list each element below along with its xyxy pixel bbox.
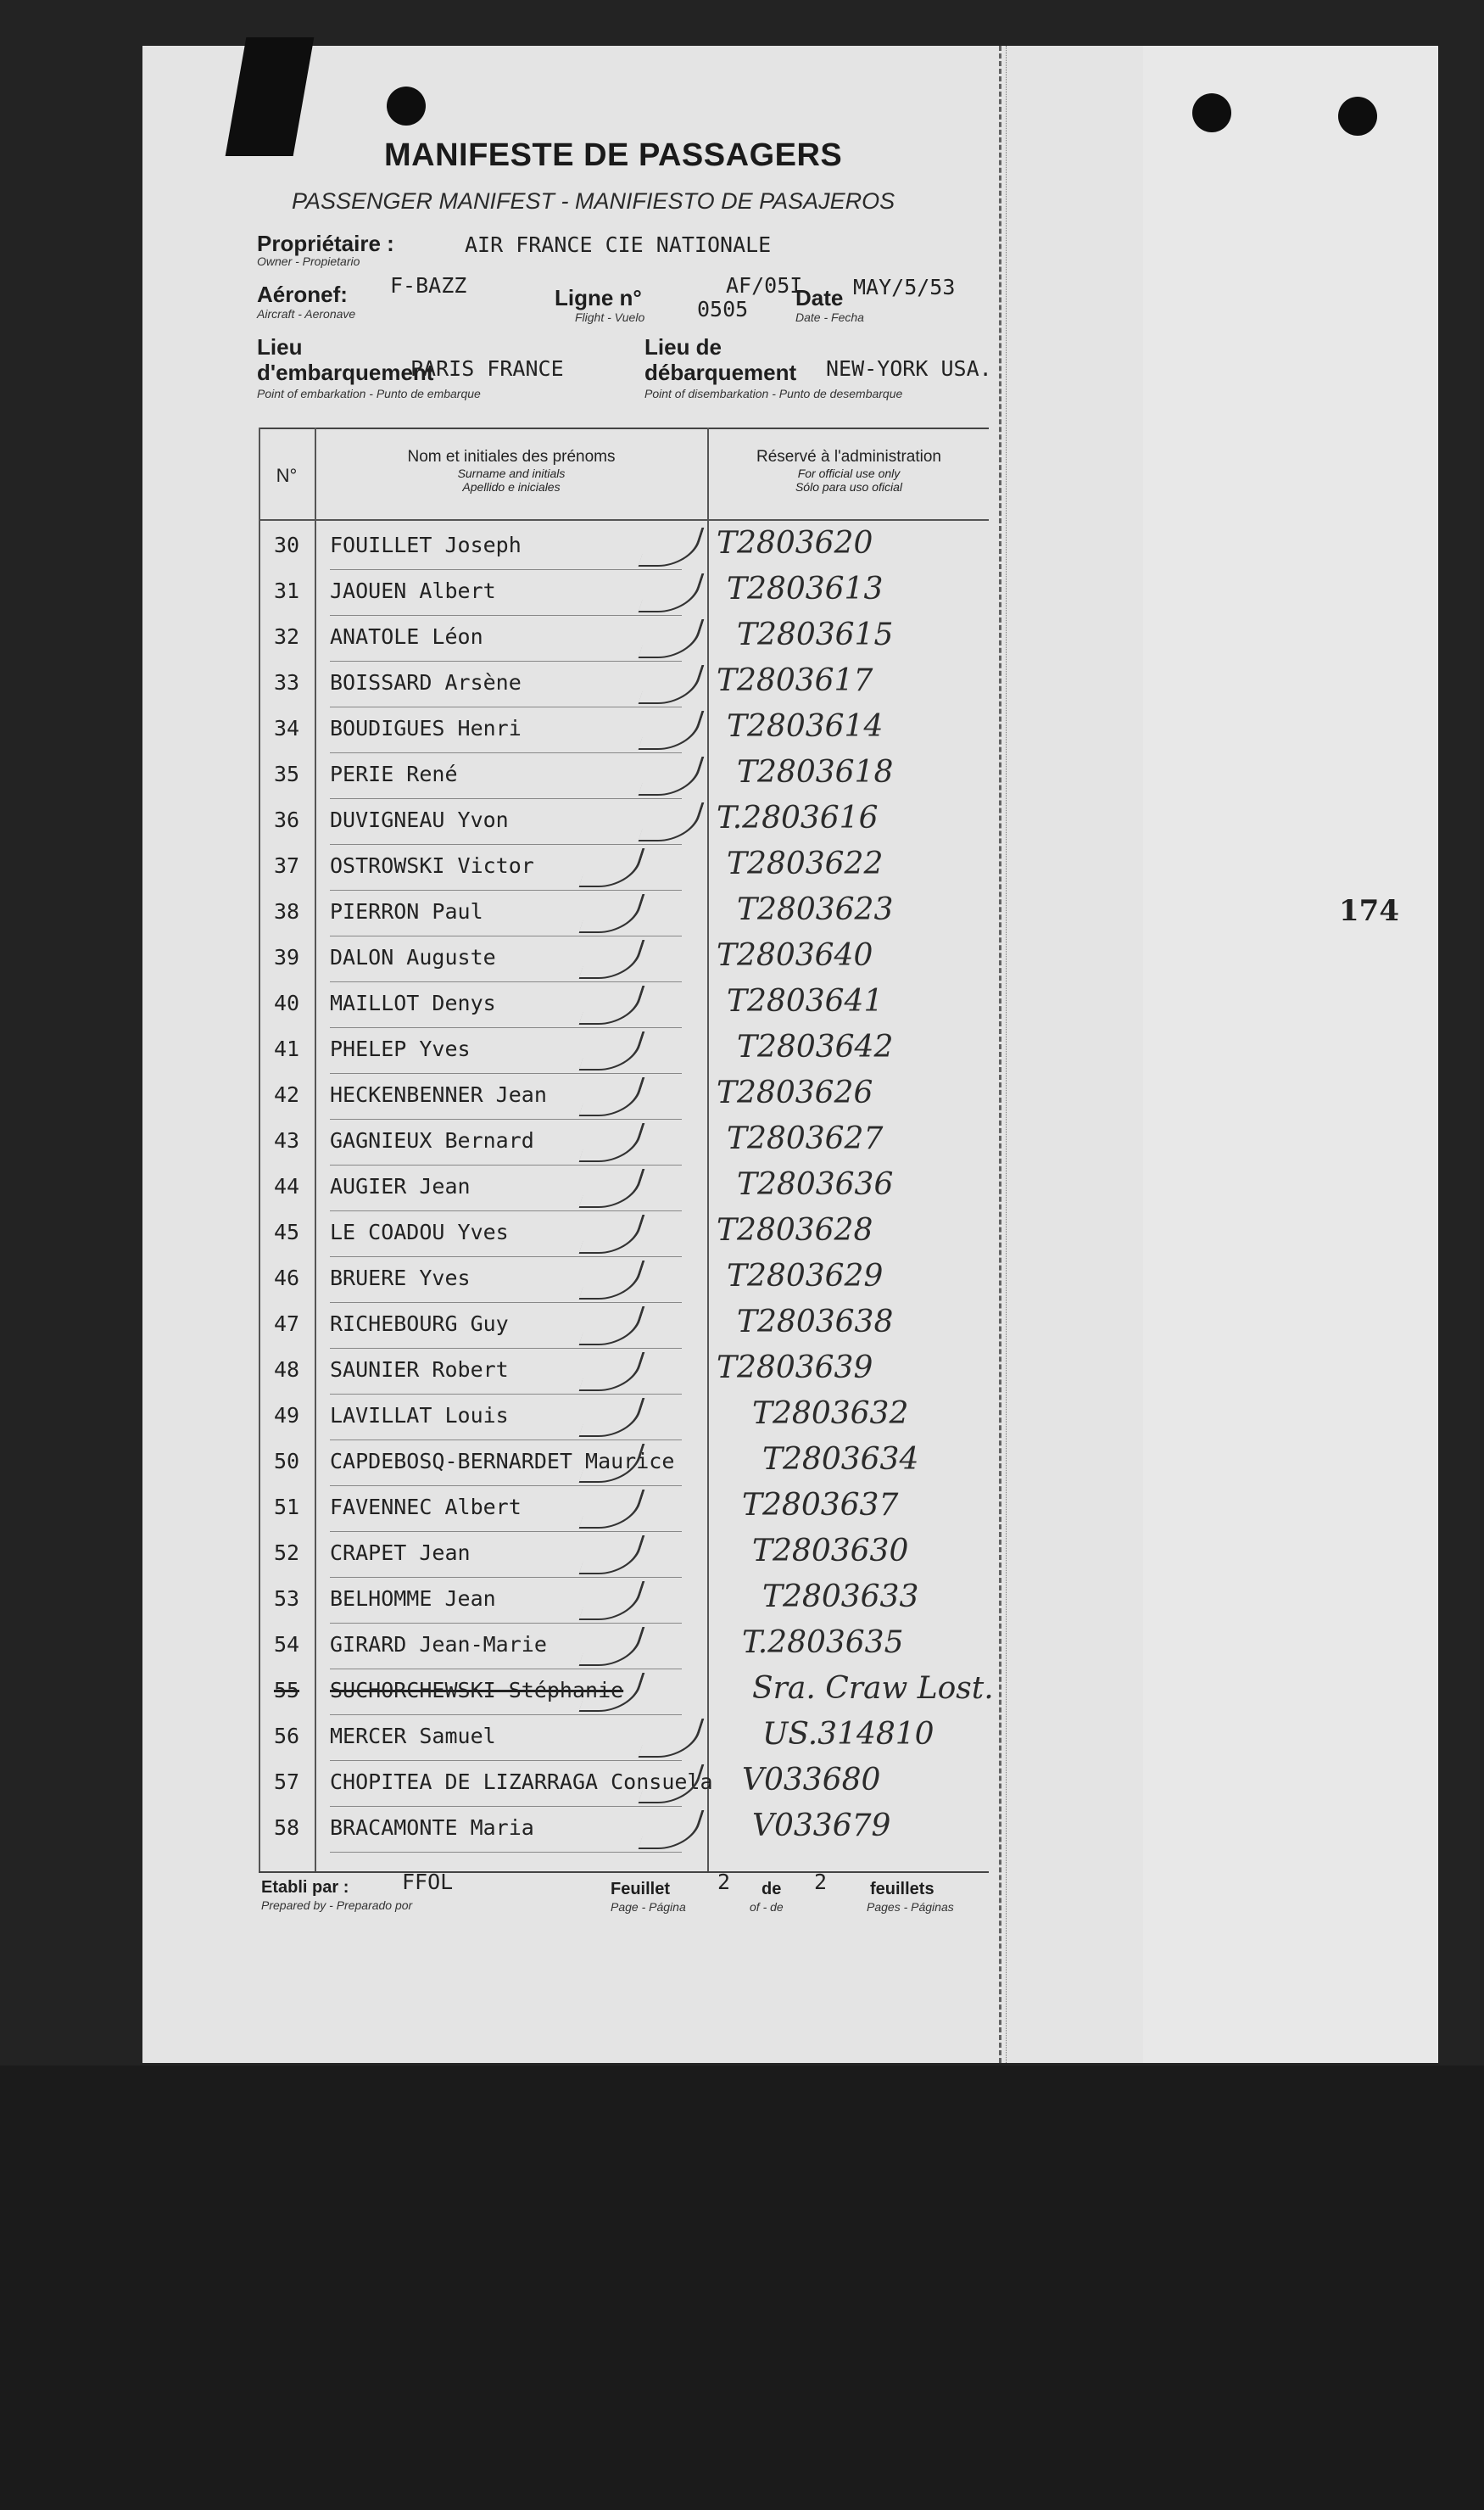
ticket-number: US.314810	[762, 1717, 934, 1752]
table-row	[259, 982, 989, 1028]
punch-hole-center	[1192, 93, 1231, 132]
check-mark	[579, 1169, 645, 1208]
col-header-admin-en: For official use only	[797, 467, 901, 480]
table-row	[259, 1807, 989, 1853]
passenger-name: DUVIGNEAU Yvon	[330, 808, 509, 832]
check-mark	[639, 1719, 705, 1758]
row-number: 41	[273, 1037, 300, 1061]
row-number: 39	[273, 945, 300, 970]
aircraft-value: F-BAZZ	[390, 273, 467, 298]
col-header-name-en: Surname and initials	[457, 467, 566, 480]
table-row	[259, 1074, 989, 1120]
table-row	[259, 1624, 989, 1669]
check-mark	[639, 619, 705, 658]
fold-line	[999, 46, 1001, 2063]
passenger-name: MAILLOT Denys	[330, 991, 496, 1015]
passenger-name: PHELEP Yves	[330, 1037, 471, 1061]
table-row	[259, 1257, 989, 1303]
row-number: 50	[273, 1449, 300, 1473]
check-mark	[639, 528, 705, 567]
col-header-name	[316, 448, 706, 494]
embarkation-label-2: d'embarquement	[257, 360, 434, 385]
check-mark	[579, 848, 645, 887]
disembarkation-label-2: débarquement	[644, 360, 797, 385]
row-number: 30	[273, 533, 300, 557]
row-number: 37	[273, 853, 300, 878]
row-number: 48	[273, 1357, 300, 1382]
row-number: 34	[273, 716, 300, 741]
check-mark	[579, 1123, 645, 1162]
check-mark	[579, 1031, 645, 1071]
passenger-name: BRACAMONTE Maria	[330, 1815, 534, 1840]
passenger-name: LE COADOU Yves	[330, 1220, 509, 1244]
passenger-name: CAPDEBOSQ-BERNARDET Maurice	[330, 1449, 675, 1473]
row-number: 56	[273, 1724, 300, 1748]
table-row	[259, 1669, 994, 1715]
row-number: 38	[273, 899, 300, 924]
table-row	[259, 524, 989, 570]
embarkation-sublabel: Point of embarkation - Punto de embarque	[257, 387, 481, 400]
row-number: 57	[273, 1769, 300, 1794]
check-mark	[579, 1398, 645, 1437]
ticket-number: T.2803635	[742, 1625, 904, 1660]
row-number: 47	[273, 1311, 300, 1336]
passenger-name: BOISSARD Arsène	[330, 670, 522, 695]
col-header-no: N°	[276, 465, 298, 486]
ticket-number: V033680	[742, 1763, 881, 1797]
table-row	[259, 1486, 989, 1532]
check-mark	[639, 1764, 705, 1803]
table-row	[259, 799, 989, 845]
passenger-name: RICHEBOURG Guy	[330, 1311, 509, 1336]
ticket-number: T2803640	[717, 938, 873, 973]
passenger-name: FOUILLET Joseph	[330, 533, 522, 557]
row-number: 44	[273, 1174, 300, 1199]
table-row	[259, 1120, 989, 1166]
row-number: 43	[273, 1128, 300, 1153]
ticket-number: T2803620	[717, 526, 873, 561]
flight-value: AF/05I	[726, 273, 803, 298]
col-header-admin-es: Sólo para uso oficial	[795, 480, 903, 494]
table-row	[259, 936, 989, 982]
owner-label: Propriétaire :	[257, 231, 394, 256]
passenger-name: ANATOLE Léon	[330, 624, 483, 649]
document-subtitle: PASSENGER MANIFEST - MANIFIESTO DE PASAJEROS	[292, 188, 895, 214]
table-row	[259, 891, 989, 936]
disembarkation-value: NEW-YORK USA.	[826, 356, 992, 381]
flight-sublabel: Flight - Vuelo	[575, 310, 645, 324]
table-row	[259, 1578, 989, 1624]
ticket-number: T2803626	[717, 1076, 873, 1110]
col-header-name-es: Apellido e iniciales	[462, 480, 561, 494]
ticket-number: T2803642	[737, 1030, 894, 1065]
ticket-number: T2803617	[717, 663, 873, 698]
passenger-name: CRAPET Jean	[330, 1540, 471, 1565]
passenger-name: JAOUEN Albert	[330, 579, 496, 603]
ticket-number: T2803634	[762, 1442, 919, 1477]
row-number: 45	[273, 1220, 300, 1244]
ticket-number: T2803627	[727, 1121, 884, 1156]
table-row	[259, 1349, 989, 1395]
check-mark	[579, 986, 645, 1025]
ticket-number: T2803622	[727, 847, 884, 881]
pages-label: feuillets	[870, 1880, 934, 1898]
flight-label: Ligne n°	[555, 285, 642, 310]
check-mark	[639, 757, 705, 796]
check-mark	[639, 665, 705, 704]
owner-value: AIR FRANCE CIE NATIONALE	[465, 232, 772, 257]
table-row	[259, 845, 989, 891]
ticket-number: T2803633	[762, 1579, 919, 1614]
table-row	[259, 1211, 989, 1257]
punch-hole-left	[387, 87, 426, 126]
ticket-number: T2803630	[752, 1534, 909, 1568]
date-sublabel: Date - Fecha	[795, 310, 864, 324]
passenger-name: SUCHORCHEWSKI Stéphanie	[330, 1678, 624, 1702]
page-label: Feuillet	[611, 1880, 671, 1898]
passenger-name: SAUNIER Robert	[330, 1357, 509, 1382]
passenger-name: PIERRON Paul	[330, 899, 483, 924]
ticket-number: T2803636	[737, 1167, 894, 1202]
aircraft-sublabel: Aircraft - Aeronave	[257, 307, 356, 321]
passenger-name: OSTROWSKI Victor	[330, 853, 534, 878]
of-value: 2	[814, 1870, 828, 1894]
prepared-value: FFOL	[402, 1870, 454, 1894]
passenger-name: PERIE René	[330, 762, 458, 786]
check-mark	[579, 1627, 645, 1666]
row-number: 49	[273, 1403, 300, 1428]
document-title: MANIFESTE DE PASSAGERS	[384, 137, 843, 173]
embarkation-value: PARIS FRANCE	[410, 356, 564, 381]
row-rule	[330, 1852, 682, 1853]
ticket-number: T2803623	[737, 892, 894, 927]
check-mark	[639, 802, 705, 841]
ticket-number: V033679	[752, 1808, 891, 1843]
row-number: 42	[273, 1082, 300, 1107]
row-number: 51	[273, 1495, 300, 1519]
punch-hole-right	[1338, 97, 1377, 136]
row-number: 52	[273, 1540, 300, 1565]
row-number: 53	[273, 1586, 300, 1611]
disembarkation-sublabel: Point of disembarkation - Punto de desembarque	[644, 387, 903, 400]
ticket-number: T2803614	[727, 709, 884, 744]
date-value: MAY/5/53	[853, 275, 956, 299]
row-number: 33	[273, 670, 300, 695]
table-row	[259, 1440, 989, 1486]
ticket-number: T2803615	[737, 618, 894, 652]
prepared-sublabel: Prepared by - Preparado por	[261, 1898, 413, 1912]
ticket-number: T.2803616	[717, 801, 879, 836]
flight-value-2: 0505	[697, 297, 749, 321]
check-mark	[579, 894, 645, 933]
footer-rule	[259, 1871, 989, 1873]
row-number: 58	[273, 1815, 300, 1840]
table-row	[259, 1303, 989, 1349]
table-row	[259, 1715, 989, 1761]
check-mark	[579, 1352, 645, 1391]
table-row	[259, 1166, 989, 1211]
check-mark	[579, 1673, 645, 1712]
passenger-name: AUGIER Jean	[330, 1174, 471, 1199]
table-row	[259, 616, 989, 662]
passenger-name: MERCER Samuel	[330, 1724, 496, 1748]
passenger-name: HECKENBENNER Jean	[330, 1082, 547, 1107]
right-margin	[1143, 46, 1438, 2063]
passenger-name: BELHOMME Jean	[330, 1586, 496, 1611]
check-mark	[579, 1581, 645, 1620]
pages-sublabel: Pages - Páginas	[867, 1900, 954, 1914]
manifest-sheet	[142, 46, 1438, 2063]
ticket-number: T2803618	[737, 755, 894, 790]
row-number: 35	[273, 762, 300, 786]
embarkation-label-1: Lieu	[257, 334, 303, 360]
table-row	[259, 1028, 989, 1074]
check-mark	[579, 1444, 645, 1483]
row-number: 46	[273, 1266, 300, 1290]
table-row	[259, 570, 989, 616]
prepared-label: Etabli par :	[261, 1878, 349, 1897]
ticket-number: T2803637	[742, 1488, 899, 1523]
ticket-number: T2803613	[727, 572, 884, 607]
ticket-number: T2803638	[737, 1305, 894, 1339]
of-label: de	[762, 1880, 782, 1898]
passenger-name: BOUDIGUES Henri	[330, 716, 522, 741]
check-mark	[579, 1261, 645, 1300]
row-number: 54	[273, 1632, 300, 1657]
check-mark	[639, 711, 705, 750]
row-number: 55	[273, 1678, 300, 1702]
aircraft-label: Aéronef:	[257, 282, 348, 307]
page-sublabel: Page - Página	[611, 1900, 686, 1914]
binding-tab	[226, 37, 315, 156]
passenger-name: BRUERE Yves	[330, 1266, 471, 1290]
ticket-number: T2803628	[717, 1213, 873, 1248]
table-row	[259, 707, 989, 753]
passenger-name: LAVILLAT Louis	[330, 1403, 509, 1428]
check-mark	[639, 1810, 705, 1849]
table-row	[259, 1532, 989, 1578]
row-number: 32	[273, 624, 300, 649]
check-mark	[579, 1535, 645, 1574]
fold-line-inner	[1006, 46, 1007, 2063]
table-row	[259, 1761, 989, 1807]
check-mark	[579, 1215, 645, 1254]
passenger-name: GAGNIEUX Bernard	[330, 1128, 534, 1153]
row-number: 40	[273, 991, 300, 1015]
passenger-name: FAVENNEC Albert	[330, 1495, 522, 1519]
table-row	[259, 662, 989, 707]
row-number: 36	[273, 808, 300, 832]
row-number: 31	[273, 579, 300, 603]
side-page-number: 174	[1339, 894, 1399, 928]
passenger-name: CHOPITEA DE LIZARRAGA Consuela	[330, 1769, 713, 1794]
of-sublabel: of - de	[750, 1900, 784, 1914]
table-row	[259, 1395, 989, 1440]
owner-sublabel: Owner - Propietario	[257, 254, 360, 268]
check-mark	[579, 940, 645, 979]
date-label: Date	[795, 285, 844, 310]
check-mark	[579, 1077, 645, 1116]
ticket-number: Sra. Craw Lost.	[752, 1671, 994, 1706]
ticket-number: T2803632	[752, 1396, 909, 1431]
col-header-admin	[709, 448, 989, 494]
col-header-name-fr: Nom et initiales des prénoms	[407, 448, 616, 466]
passenger-name: DALON Auguste	[330, 945, 496, 970]
page-value: 2	[717, 1870, 731, 1894]
ticket-number: T2803641	[727, 984, 884, 1019]
check-mark	[639, 573, 705, 612]
ticket-number: T2803639	[717, 1350, 873, 1385]
table-header-rule	[259, 519, 989, 521]
check-mark	[579, 1306, 645, 1345]
passenger-name: GIRARD Jean-Marie	[330, 1632, 547, 1657]
ticket-number: T2803629	[727, 1259, 884, 1294]
check-mark	[579, 1490, 645, 1529]
disembarkation-label-1: Lieu de	[644, 334, 722, 360]
col-header-admin-fr: Réservé à l'administration	[756, 448, 941, 466]
table-row	[259, 753, 989, 799]
